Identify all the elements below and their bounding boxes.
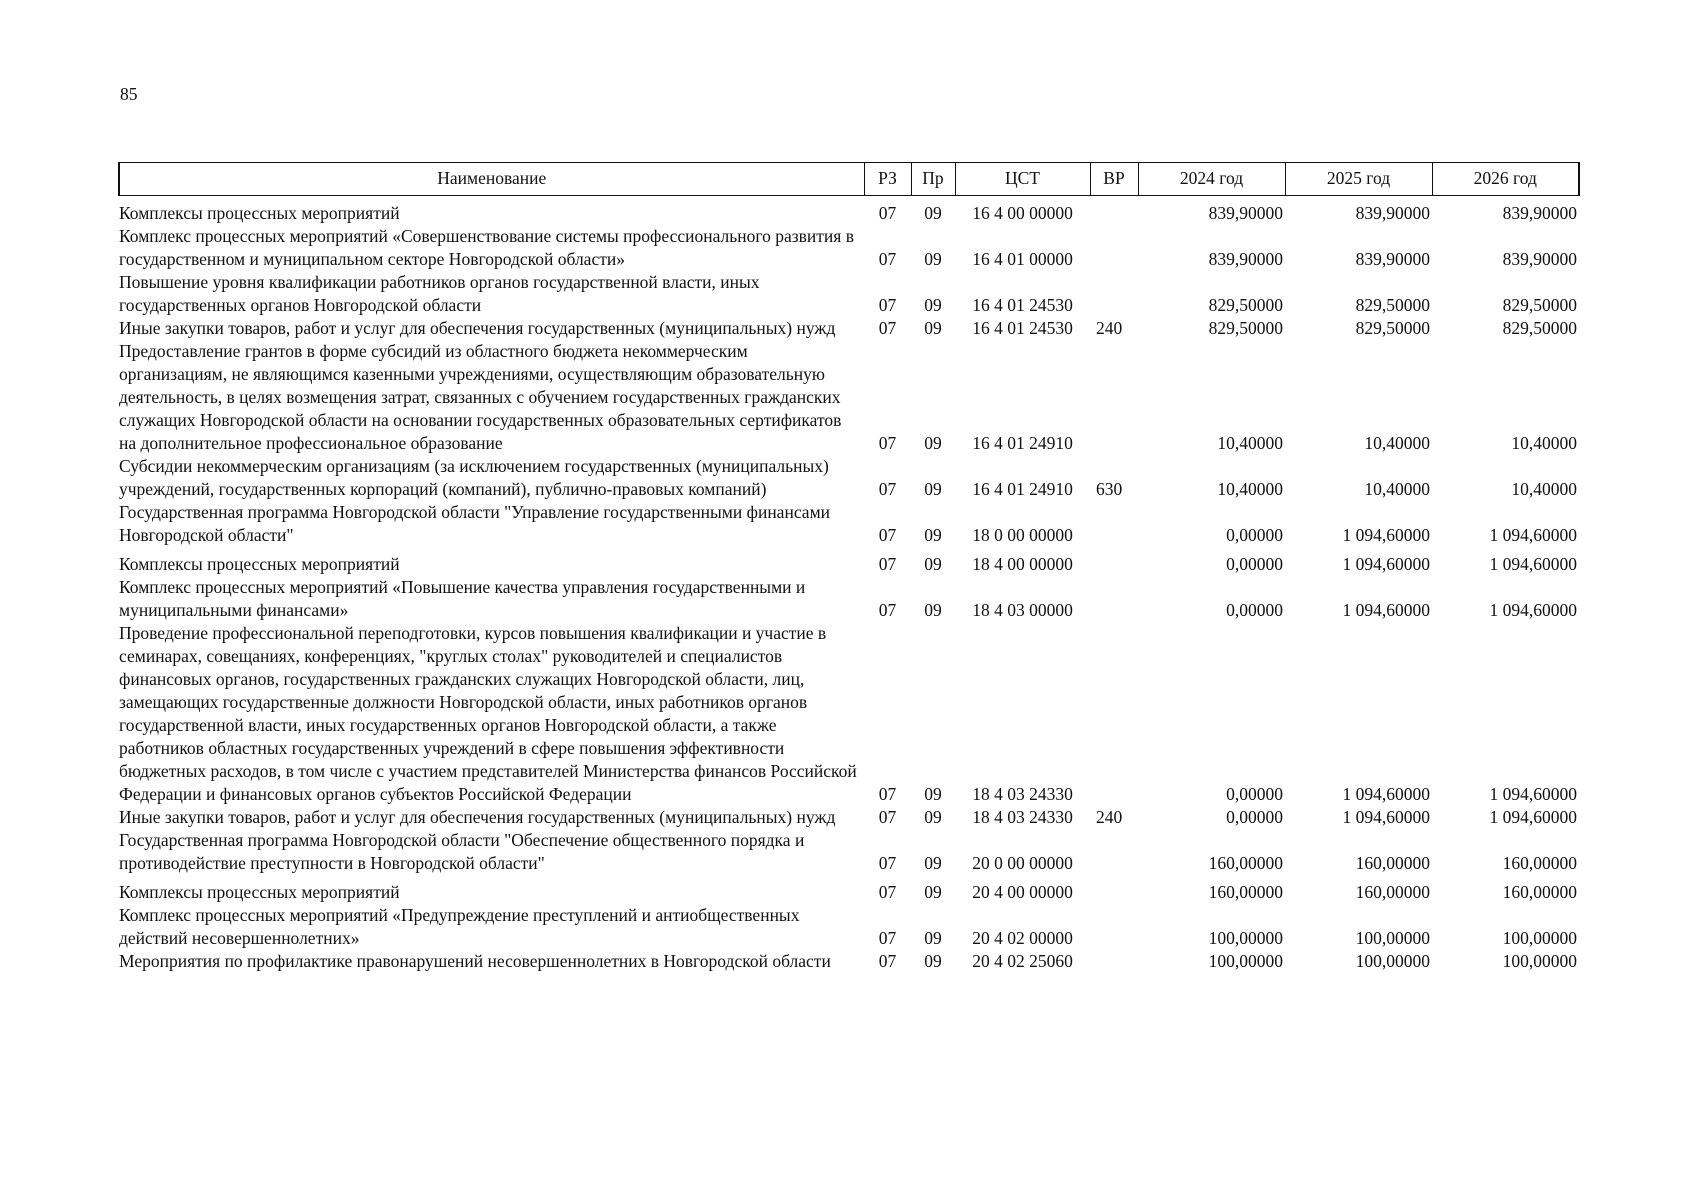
cell-pr: 09 [924,807,942,827]
cell-pr: 09 [924,249,942,269]
cell-2026: 1 094,60000 [1489,554,1577,574]
cell-2024: 10,40000 [1217,479,1283,499]
header-2025: 2025 год [1285,163,1432,196]
cell-vr [1090,576,1138,622]
cell-vr [1090,271,1138,317]
cell-2026: 10,40000 [1511,433,1577,453]
cell-cst: 16 4 01 24910 [972,433,1073,453]
cell-cst: 18 4 00 00000 [972,554,1073,574]
cell-pr: 09 [924,951,942,971]
cell-2024: 160,00000 [1208,853,1283,873]
cell-name: Мероприятия по профилактике правонарушений несовершеннолетних в Новгородской области [119,951,831,971]
cell-2026: 829,50000 [1502,318,1577,338]
cell-pr: 09 [924,600,942,620]
cell-2024: 839,90000 [1208,203,1283,223]
cell-name: Комплексы процессных мероприятий [119,554,400,574]
cell-name: Комплекс процессных мероприятий «Совершенствование системы профессионального развития в государственном и муниципальном секторе Новгородской области» [119,226,854,269]
cell-2026: 160,00000 [1502,882,1577,902]
cell-vr [1090,547,1138,576]
cell-2025: 10,40000 [1364,479,1430,499]
cell-pr: 09 [924,203,942,223]
cell-cst: 16 4 01 24910 [972,479,1073,499]
cell-2024: 0,00000 [1226,600,1283,620]
table-row [119,196,1579,226]
cell-2026: 160,00000 [1502,853,1577,873]
cell-cst: 16 4 01 24530 [972,318,1073,338]
cell-cst: 16 4 01 24530 [972,295,1073,315]
cell-cst: 20 4 02 25060 [972,951,1073,971]
cell-2024: 10,40000 [1217,433,1283,453]
header-2026: 2026 год [1432,163,1579,196]
cell-2025: 1 094,60000 [1342,600,1430,620]
cell-cst: 20 4 00 00000 [972,882,1073,902]
header-vr: ВР [1090,163,1138,196]
cell-cst: 18 0 00 00000 [972,525,1073,545]
cell-name: Комплекс процессных мероприятий «Предупреждение преступлений и антиобщественных действий несовершеннолетних» [119,905,800,948]
page-number: 85 [120,84,138,104]
table-row [119,271,1579,317]
cell-rz: 07 [878,479,897,499]
cell-2025: 1 094,60000 [1342,525,1430,545]
cell-2026: 1 094,60000 [1489,600,1577,620]
cell-cst: 18 4 03 00000 [972,600,1073,620]
cell-2026: 1 094,60000 [1489,807,1577,827]
cell-vr [1090,340,1138,455]
cell-rz: 07 [878,600,897,620]
cell-name: Иные закупки товаров, работ и услуг для обеспечения государственных (муниципальных) нужд [119,318,836,338]
header-pr: Пр [911,163,955,196]
cell-2025: 10,40000 [1364,433,1430,453]
cell-rz: 07 [878,554,897,574]
cell-vr [1090,904,1138,950]
table-row [119,622,1579,806]
table-row [119,340,1579,455]
cell-name: Государственная программа Новгородской области "Обеспечение общественного порядка и противодействие преступности в Новгородской области" [119,830,805,873]
cell-vr [1090,829,1138,875]
cell-2026: 1 094,60000 [1489,525,1577,545]
cell-2025: 829,50000 [1355,295,1430,315]
cell-rz: 07 [878,807,897,827]
cell-pr: 09 [924,853,942,873]
cell-pr: 09 [924,318,942,338]
cell-vr [1090,622,1138,806]
table-row [119,829,1579,875]
cell-vr [1090,225,1138,271]
cell-rz: 07 [878,784,897,804]
cell-pr: 09 [924,554,942,574]
cell-vr [1090,950,1138,973]
cell-vr: 630 [1096,479,1123,499]
cell-2025: 160,00000 [1355,853,1430,873]
cell-cst: 18 4 03 24330 [972,784,1073,804]
cell-name: Государственная программа Новгородской области "Управление государственными финансами Новгородской области" [119,502,831,545]
cell-2026: 839,90000 [1502,203,1577,223]
cell-2024: 0,00000 [1226,807,1283,827]
cell-2026: 100,00000 [1502,928,1577,948]
cell-rz: 07 [878,318,897,338]
table-row [119,501,1579,547]
table-row [119,806,1579,829]
cell-pr: 09 [924,882,942,902]
cell-cst: 16 4 00 00000 [972,203,1073,223]
cell-pr: 09 [924,928,942,948]
table-row [119,317,1579,340]
cell-vr: 240 [1096,807,1123,827]
table-row [119,875,1579,904]
table-row [119,950,1579,973]
cell-2025: 160,00000 [1355,882,1430,902]
cell-rz: 07 [878,928,897,948]
cell-pr: 09 [924,525,942,545]
table-row [119,547,1579,576]
cell-2024: 100,00000 [1208,951,1283,971]
cell-2026: 829,50000 [1502,295,1577,315]
cell-cst: 20 0 00 00000 [972,853,1073,873]
cell-name: Проведение профессиональной переподготовки, курсов повышения квалификации и участие в семинарах, совещаниях, конференциях, "круглых столах" руководителей и специалистов финансовых органов, государственных гражданских служащих Новгородской области, лиц, замещающих государственные должности Новгородской области, иных работников органов государственной власти, иных государственных органов Новгородской области, а также работников областных государственных учреждений в сфере повышения эффективности бюджетных расходов, в том числе с участием представителей Министерства финансов Российской Федерации и финансовых органов субъектов Российской Федерации [119,623,857,804]
cell-vr: 240 [1096,318,1123,338]
cell-pr: 09 [924,784,942,804]
cell-2026: 100,00000 [1502,951,1577,971]
cell-2024: 100,00000 [1208,928,1283,948]
header-name: Наименование [119,163,864,196]
cell-rz: 07 [878,525,897,545]
cell-name: Комплексы процессных мероприятий [119,882,400,902]
cell-rz: 07 [878,951,897,971]
cell-vr [1090,196,1138,226]
cell-2024: 160,00000 [1208,882,1283,902]
cell-rz: 07 [878,249,897,269]
cell-pr: 09 [924,479,942,499]
cell-name: Субсидии некоммерческим организациям (за исключением государственных (муниципальных) учреждений, государственных корпораций (компаний), публично-правовых компаний) [119,456,829,499]
cell-name: Предоставление грантов в форме субсидий из областного бюджета некоммерческим организациям, не являющимся казенными учреждениями, осуществляющим образовательную деятельность, в целях возмещения затрат, связанных с обучением государственных гражданских служащих Новгородской области на основании государственных образовательных сертификатов на дополнительное профессиональное образование [119,341,842,453]
cell-2024: 829,50000 [1208,318,1283,338]
header-2024: 2024 год [1138,163,1285,196]
cell-2026: 10,40000 [1511,479,1577,499]
cell-cst: 16 4 01 00000 [972,249,1073,269]
table-row [119,225,1579,271]
cell-cst: 18 4 03 24330 [972,807,1073,827]
cell-2025: 829,50000 [1355,318,1430,338]
table-body [119,196,1579,974]
cell-2025: 1 094,60000 [1342,784,1430,804]
cell-2025: 839,90000 [1355,249,1430,269]
cell-2025: 100,00000 [1355,951,1430,971]
cell-2025: 1 094,60000 [1342,807,1430,827]
cell-2024: 0,00000 [1226,784,1283,804]
cell-2024: 839,90000 [1208,249,1283,269]
table-row [119,455,1579,501]
cell-rz: 07 [878,203,897,223]
table-header [119,163,1579,196]
cell-pr: 09 [924,433,942,453]
cell-2025: 100,00000 [1355,928,1430,948]
budget-table [118,162,1580,973]
cell-2024: 829,50000 [1208,295,1283,315]
cell-name: Комплекс процессных мероприятий «Повышение качества управления государственными и муниципальными финансами» [119,577,806,620]
cell-name: Комплексы процессных мероприятий [119,203,400,223]
cell-2024: 0,00000 [1226,554,1283,574]
header-cst: ЦСТ [955,163,1090,196]
table-row [119,576,1579,622]
cell-rz: 07 [878,853,897,873]
cell-vr [1090,501,1138,547]
cell-name: Иные закупки товаров, работ и услуг для обеспечения государственных (муниципальных) нужд [119,807,836,827]
cell-2025: 839,90000 [1355,203,1430,223]
cell-rz: 07 [878,295,897,315]
cell-pr: 09 [924,295,942,315]
cell-rz: 07 [878,882,897,902]
cell-2026: 839,90000 [1502,249,1577,269]
cell-2026: 1 094,60000 [1489,784,1577,804]
cell-2024: 0,00000 [1226,525,1283,545]
cell-name: Повышение уровня квалификации работников органов государственной власти, иных государственных органов Новгородской области [119,272,760,315]
cell-rz: 07 [878,433,897,453]
cell-cst: 20 4 02 00000 [972,928,1073,948]
header-rz: РЗ [864,163,911,196]
table-row [119,904,1579,950]
cell-2025: 1 094,60000 [1342,554,1430,574]
cell-vr [1090,875,1138,904]
